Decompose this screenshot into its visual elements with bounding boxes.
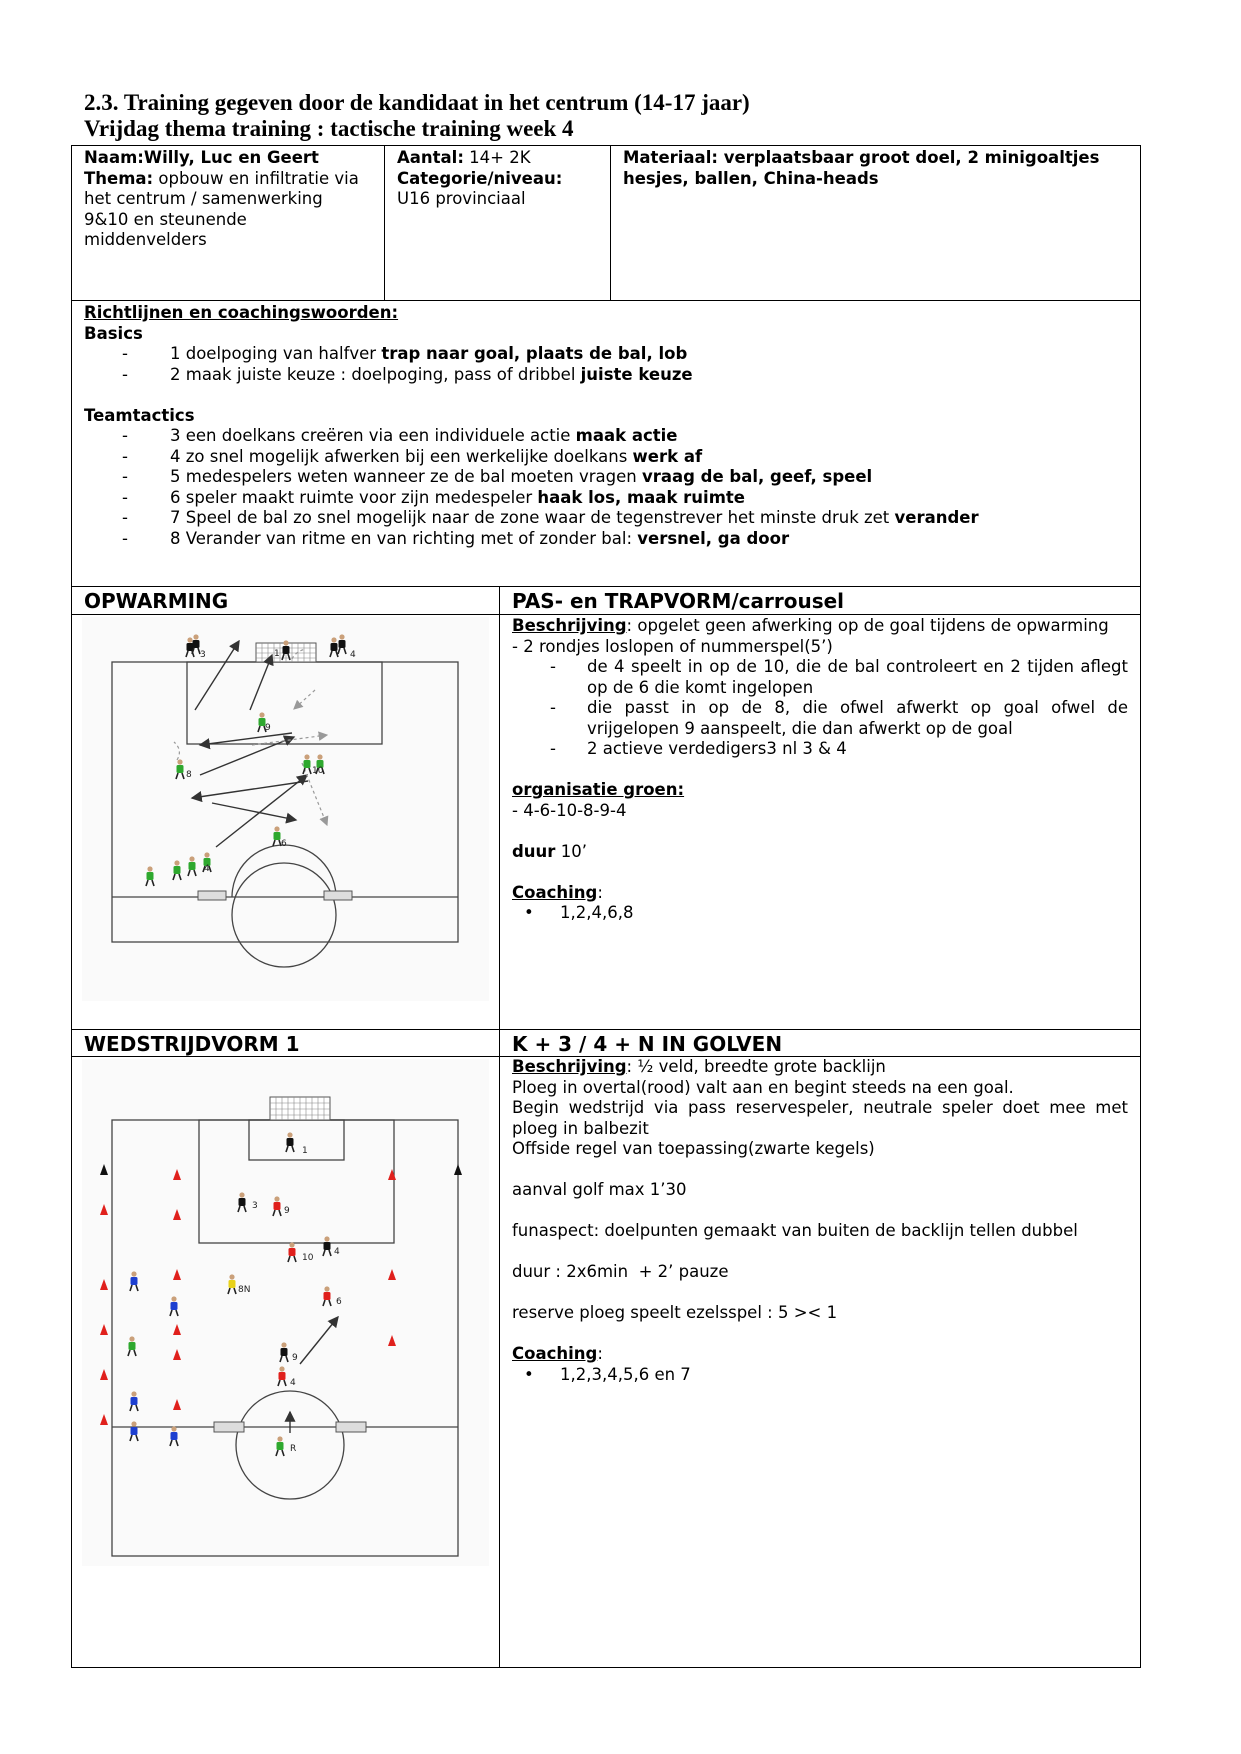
teamtactics-item [84,488,1140,509]
basics-keyword: juiste keuze [580,364,693,384]
dash-marker: - [122,426,128,445]
thema-value-4: middenvelders [84,230,207,249]
teamtactics-item [84,508,1140,529]
wv-aanval: aanval golf max 1’30 [512,1180,687,1199]
opwarming-diagram-cell [71,614,500,1030]
basics-item [84,344,1140,365]
teamtactics-text: 6 speler maakt ruimte voor zijn medespeler [170,487,538,507]
naam-value: Willy, Luc en Geert [143,148,319,167]
teamtactics-keyword: verander [894,508,979,527]
label-red-6: 6 [336,1297,342,1307]
opw-item [512,739,1128,760]
opwarming-diagram [72,615,499,1029]
pasvorm-title-cell [499,586,1141,615]
teamtactics-text: 3 een doelkans creëren via een individuele actie [170,426,576,445]
label-green-8: 8 [186,770,192,780]
basics-keyword: trap naar goal, plaats de bal, lob [381,344,688,363]
opw-item-text: 2 actieve verdedigers3 nl 3 & 4 [587,739,847,758]
dash-marker: - [122,508,128,527]
dash-marker: - [550,739,556,758]
basics-item [84,365,1140,386]
teamtactics-keyword: versnel, ga door [637,528,790,548]
wv-duur: duur : 2x6min + 2’ pauze [512,1262,729,1281]
document-heading [84,90,1164,142]
dash-marker: - [122,467,128,486]
label-neutral-8n: 8N [238,1285,251,1295]
organisatie-value: - 4-6-10-8-9-4 [512,800,627,820]
wv-reserve: reserve ploeg speelt ezelsspel : 5 >< 1 [512,1303,838,1322]
label-green-6: 6 [281,839,287,849]
label-black-4: 4 [334,1247,340,1257]
opw-item [512,657,1128,698]
wv-beschrijving-text: : ½ veld, breedte grote backlijn [626,1057,886,1076]
teamtactics-item [84,426,1140,447]
wv-coaching-value: 1,2,3,4,5,6 en 7 [560,1364,691,1384]
label-black-3: 3 [252,1201,258,1211]
dash-marker: - [122,344,128,363]
thema-value-2: het centrum / samenwerking [84,189,323,208]
dash-marker: - [550,657,556,676]
basics-list [84,344,1140,385]
aantal-value: 14+ 2K [463,148,531,167]
label-red-9: 9 [284,1206,290,1216]
bullet-icon: • [524,1364,534,1384]
wv-coaching-label: Coaching [512,1344,598,1363]
opw-coaching-colon: : [597,882,603,902]
teamtactics-keyword: haak los, maak ruimte [537,487,745,507]
teamtactics-item [84,447,1140,468]
teamtactics-text: 4 zo snel mogelijk afwerken bij een werkelijke doelkans [170,446,633,466]
mini-goal-left [198,891,226,900]
label-def-3: 3 [200,650,206,660]
label-green-9: 9 [265,723,271,733]
dash-marker: - [122,364,128,384]
opw-line-rondjes: - 2 rondjes loslopen of nummerspel(5’) [512,636,833,656]
wedstrijdvorm-diagram-cell [71,1056,500,1668]
info-cell-naam [71,145,385,301]
categorie-label: Categorie/niveau: [397,168,563,188]
wv-coaching-colon: : [597,1344,603,1363]
wv-beschrijving-label: Beschrijving [512,1057,627,1076]
opw-item-text: die passt in op de 8, die ofwel afwerkt op goal ofwel de vrijgelopen 9 aanspeelt, die dan afwerkt op de goal [587,698,1128,738]
dash-marker: - [122,446,128,466]
aantal-label: Aantal: [397,148,464,167]
wv-line-2: Begin wedstrijd via pass reservespeler, neutrale speler doet mee met ploeg in balbezit [512,1098,1128,1138]
label-red-10: 10 [302,1253,314,1263]
categorie-value: U16 provinciaal [397,189,526,208]
mini-goal-right [324,891,352,900]
dash-marker: - [122,528,128,548]
teamtactics-title: Teamtactics [84,405,195,425]
teamtactics-keyword: werk af [632,446,703,466]
heading-line-1: 2.3. Training gegeven door de kandidaat in het centrum (14-17 jaar) [84,90,750,115]
teamtactics-item [84,529,1140,550]
dash-marker: - [550,698,556,717]
wedstrijdvorm-title-cell [71,1029,500,1057]
label-green-10: 10 [312,766,324,776]
wedstrijdvorm-diagram [72,1057,499,1667]
teamtactics-text: 8 Verander van ritme en van richting met of zonder bal: [170,528,638,548]
info-cell-aantal [384,145,611,301]
wedstrijdvorm-title: WEDSTRIJDVORM 1 [84,1032,300,1056]
thema-value-3: 9&10 en steunende [84,209,247,229]
dash-marker: - [122,487,128,507]
teamtactics-text: 7 Speel de bal zo snel mogelijk naar de zone waar de tegenstrever het minste druk zet [170,508,895,527]
teamtactics-item [84,467,1140,488]
basics-title: Basics [84,323,143,343]
label-keeper: 1 [302,1146,308,1156]
golven-title-cell [499,1029,1141,1057]
opw-coaching-value: 1,2,4,6,8 [560,903,634,922]
info-cell-materiaal [610,145,1141,301]
bullet-icon: • [524,903,534,922]
richtlijnen-title: Richtlijnen en coachingswoorden: [84,303,399,322]
wv-line-3: Offside regel van toepassing(zwarte kegels) [512,1139,875,1158]
opw-beschrijving-label: Beschrijving [512,616,627,635]
wv-line-1: Ploeg in overtal(rood) valt aan en begint steeds na een goal. [512,1077,1014,1097]
materiaal-line-1: Materiaal: verplaatsbaar groot doel, 2 minigoaltjes [623,148,1100,167]
thema-label: Thema: [84,168,154,188]
basics-text: 2 maak juiste keuze : doelpoging, pass of dribbel [170,364,581,384]
golven-text-cell [499,1056,1141,1668]
basics-text: 1 doelpoging van halfver [170,344,382,363]
opw-duur-label: duur [512,841,556,861]
wv-funaspect: funaspect: doelpunten gemaakt van buiten de backlijn tellen dubbel [512,1221,1078,1240]
golven-title: K + 3 / 4 + N IN GOLVEN [512,1032,783,1056]
teamtactics-keyword: maak actie [575,426,678,445]
pasvorm-title: PAS- en TRAPVORM/carrousel [512,589,845,613]
label-def-4: 4 [350,650,356,660]
mini-goal-left [214,1422,244,1432]
richtlijnen-cell [71,300,1141,587]
organisatie-label: organisatie groen: [512,780,685,799]
teamtactics-text: 5 medespelers weten wanneer ze de bal moeten vragen [170,467,642,486]
opw-duur-value: 10’ [555,841,587,861]
goal-net [270,1097,330,1120]
opw-coaching-label: Coaching [512,882,598,902]
mini-goal-right [336,1422,366,1432]
opwarming-title-cell [71,586,500,615]
label-green-4: 4 [204,864,210,874]
label-black-9: 9 [292,1353,298,1363]
teamtactics-list [84,426,1140,549]
opwarming-title: OPWARMING [84,589,229,613]
opw-items [512,657,1128,760]
teamtactics-keyword: vraag de bal, geef, speel [641,467,873,486]
opw-item [512,698,1128,739]
opw-beschrijving-text: : opgelet geen afwerking op de goal tijdens de opwarming [626,616,1109,635]
materiaal-line-2: hesjes, ballen, China-heads [623,168,879,188]
thema-value-1: opbouw en infiltratie via [153,168,359,188]
label-reserve: R [290,1444,297,1454]
heading-line-2: Vrijdag thema training : tactische training week 4 [84,116,574,141]
label-keeper: 1 [274,649,280,659]
naam-label: Naam: [84,148,144,167]
opw-item-text: de 4 speelt in op de 10, die de bal controleert en 2 tijden aflegt op de 6 die komt ingelopen [587,657,1128,697]
pasvorm-text-cell [499,614,1141,1030]
label-red-4: 4 [290,1378,296,1388]
